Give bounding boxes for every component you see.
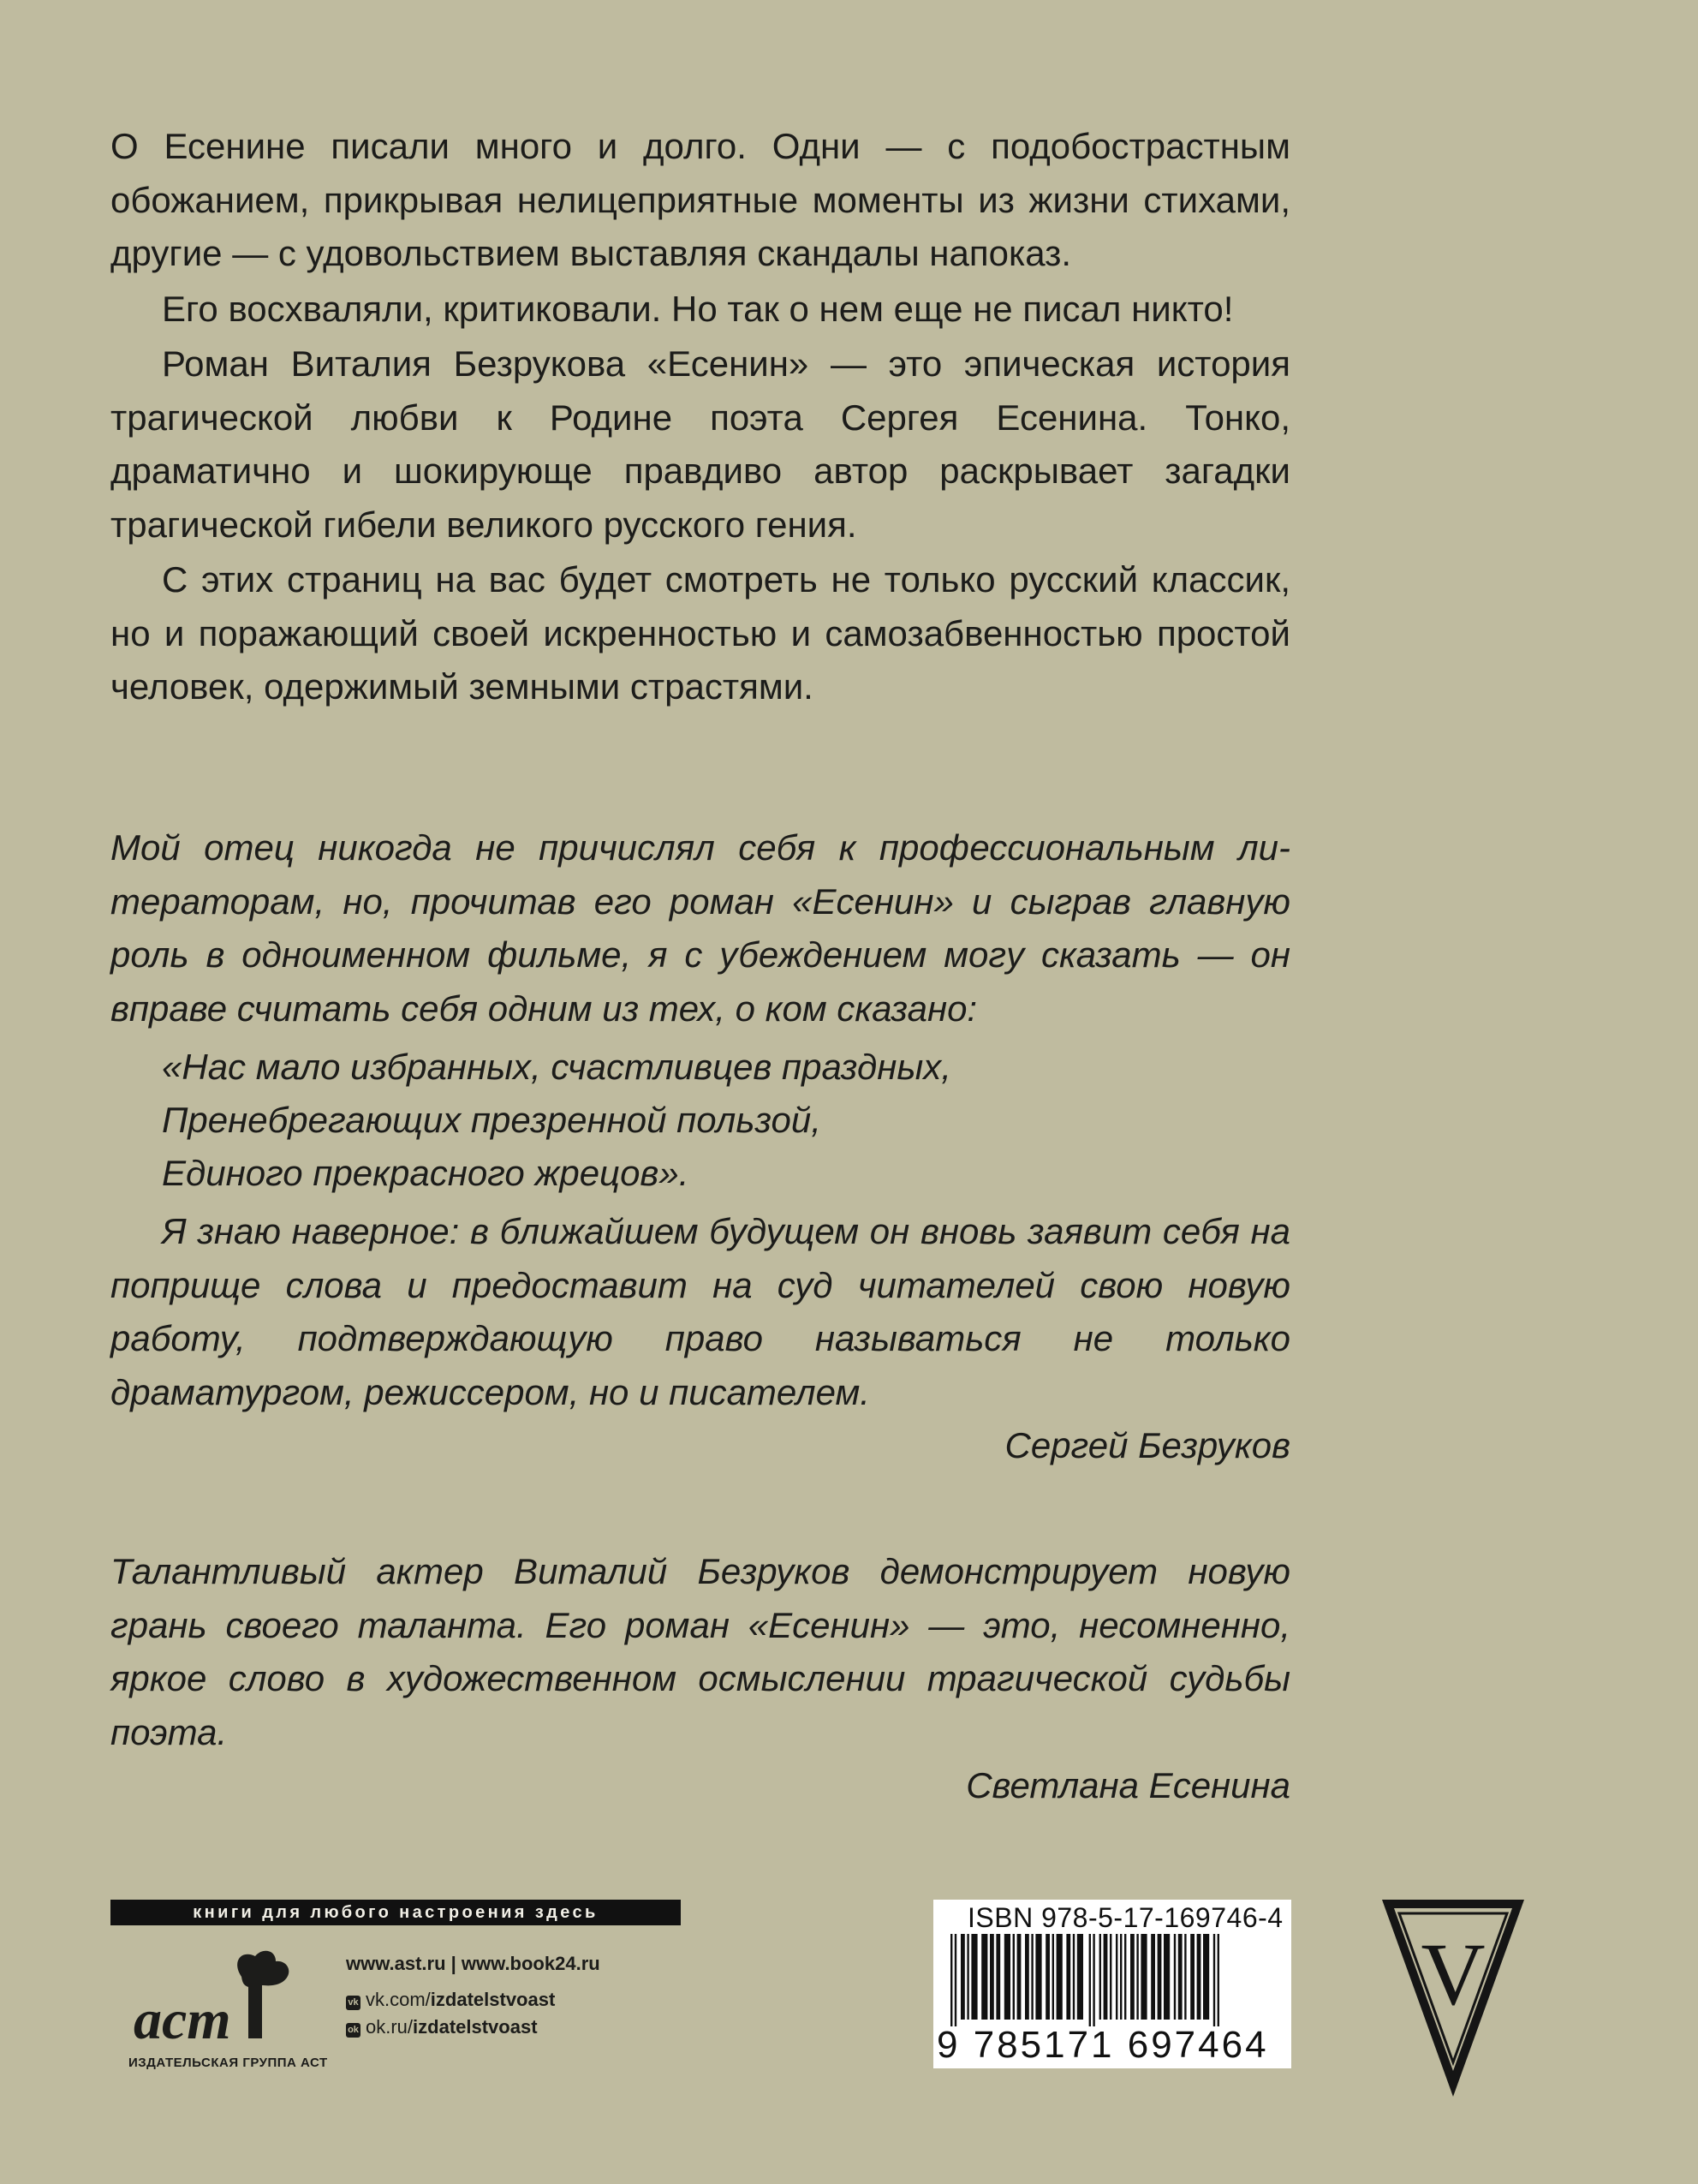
vk-link[interactable] bbox=[346, 1989, 555, 2011]
ok-handle: izdatelstvoast bbox=[413, 2016, 538, 2038]
publisher-websites[interactable]: www.ast.ru | www.book24.ru bbox=[346, 1953, 600, 1974]
ean-number: 9 785171 697464 bbox=[937, 2024, 1269, 2066]
quote-sergey bbox=[110, 821, 1290, 1472]
quote-author: Светлана Есенина bbox=[966, 1765, 1290, 1805]
ast-logo bbox=[128, 1942, 300, 2054]
quote-svetlana bbox=[110, 1545, 1290, 1812]
ast-logo-text: аст bbox=[134, 1989, 231, 2051]
description bbox=[110, 118, 1290, 714]
description-paragraph: Роман Виталия Безрукова «Есенин» — это эпическая история трагической любви к Родине поэта Сергея Есенина. Тонко, драматично и шокирующе правдиво автор раскрывает загадки трагической гибели великого русского гения. bbox=[110, 343, 1290, 545]
poem-line: Пренебрегающих презренной пользой, bbox=[162, 1100, 821, 1140]
imprint-letter: V bbox=[1421, 1925, 1486, 2024]
vk-icon: vk bbox=[346, 1996, 360, 2010]
quote-text: Талантливый актер Виталий Безруков демонстрирует новую грань своего таланта. Его роман «Есенин» — это, несомненно, яркое слово в художественном осмыслении трагической судьбы поэта. bbox=[110, 1551, 1290, 1752]
imprint-logo bbox=[1380, 1895, 1526, 2100]
description-paragraph: Его восхваляли, критиковали. Но так о нем еще не писал никто! bbox=[162, 288, 1234, 329]
ok-icon: ok bbox=[346, 2023, 360, 2038]
quoted-poem bbox=[162, 1041, 1290, 1200]
quote-outro: Я знаю наверное: в ближайшем будущем он вновь заявит себя на поприще слова и предоставит на суд читателей свою новую работу, подтверждающую право называться не только драматургом, режиссером, но и писателем. bbox=[110, 1211, 1290, 1412]
publisher-slogan: книги для любого настроения здесь bbox=[110, 1900, 681, 1925]
ok-link[interactable] bbox=[346, 2016, 538, 2038]
quote-author: Сергей Безруков bbox=[1004, 1425, 1290, 1465]
vk-prefix: vk.com/ bbox=[366, 1989, 431, 2010]
vk-handle: izdatelstvoast bbox=[430, 1989, 556, 2010]
isbn-number: ISBN 978-5-17-169746-4 bbox=[968, 1902, 1284, 1933]
description-paragraph: С этих страниц на вас будет смотреть не только русский классик, но и поражающий своей искренностью и самозабвенностью простой человек, одержимый земными страстями. bbox=[110, 559, 1290, 707]
quote-intro: Мой отец никогда не причислял себя к профессиональным литераторам, но, прочитав его роман «Есенин» и сыграв главную роль в одноименном фильме, я с убеждением могу сказать — он вправе считать себя одним из тех, о ком сказано: bbox=[110, 827, 1290, 1029]
poem-line: Единого прекрасного жрецов». bbox=[162, 1153, 689, 1193]
poem-line: «Нас мало избранных, счастливцев праздных, bbox=[162, 1047, 951, 1087]
barcode-bars bbox=[940, 1934, 1284, 2026]
publisher-caption: ИЗДАТЕЛЬСКАЯ ГРУППА АСТ bbox=[128, 2056, 328, 2070]
description-paragraph: О Есенине писали много и долго. Одни — с подобострастным обожанием, прикрывая нелицеприятные моменты из жизни стихами, другие — с удовольствием выставляя скандалы напоказ. bbox=[110, 126, 1290, 273]
ok-prefix: ok.ru/ bbox=[366, 2016, 414, 2038]
barcode bbox=[933, 1900, 1291, 2068]
